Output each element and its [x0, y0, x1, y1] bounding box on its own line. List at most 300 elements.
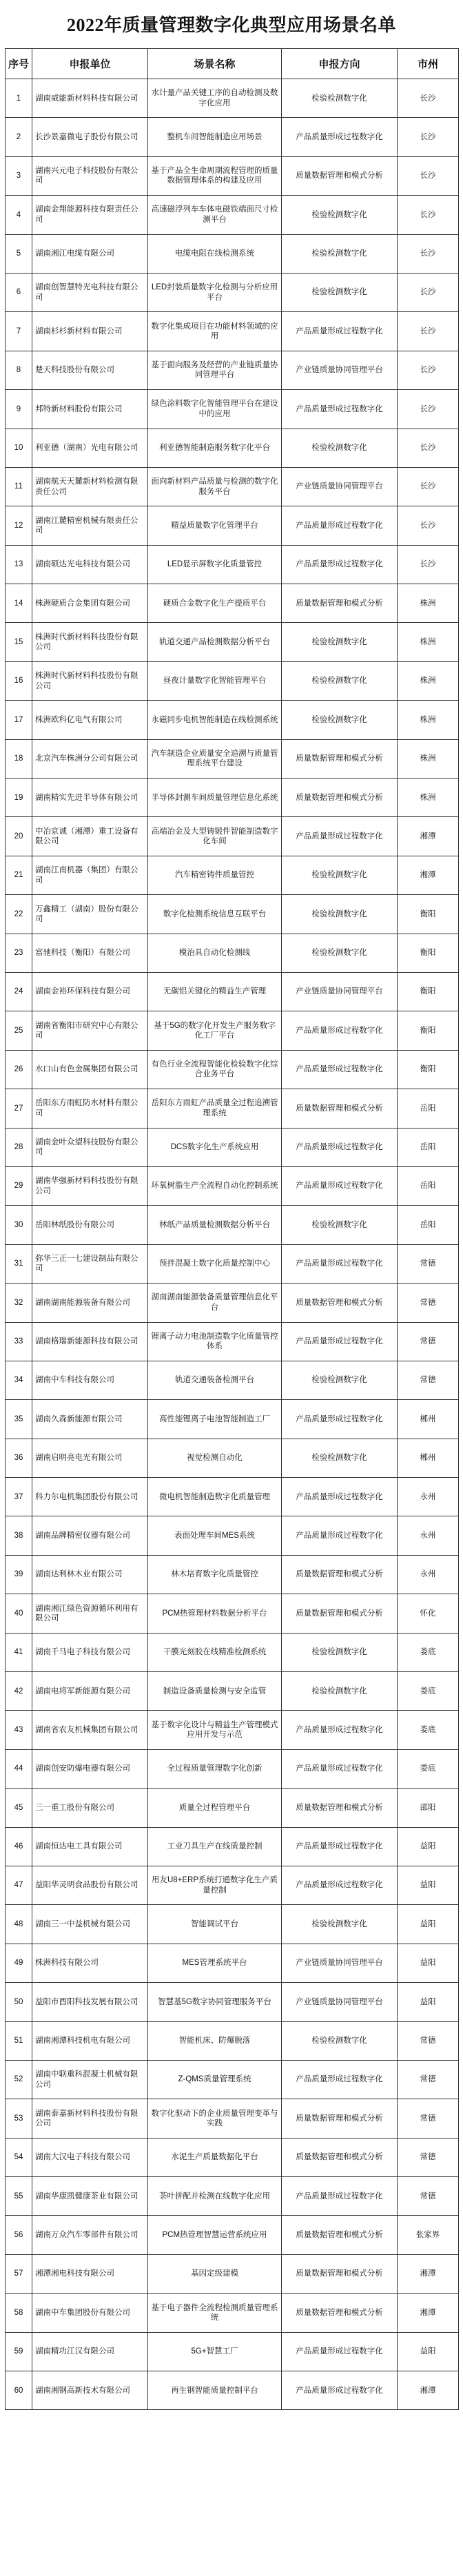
cell-no: 41	[6, 1633, 32, 1671]
cell-no: 44	[6, 1749, 32, 1788]
cell-no: 36	[6, 1439, 32, 1477]
table-row	[6, 739, 459, 778]
table-row	[6, 2138, 459, 2176]
cell-direction: 检验检测数字化	[282, 429, 398, 467]
cell-scene: 锂离子动力电池制造数字化质量管控体系	[148, 1322, 282, 1361]
cell-unit: 株洲时代新材料科技股份有限公司	[32, 623, 148, 661]
cell-city: 娄底	[398, 1672, 459, 1711]
cell-direction: 产业链质量协同管理平台	[282, 1983, 398, 2021]
table-row	[6, 1206, 459, 1244]
cell-no: 20	[6, 817, 32, 856]
cell-city: 衡阳	[398, 934, 459, 972]
cell-city: 湘潭	[398, 2254, 459, 2293]
cell-unit: 湖南杉杉新材料有限公司	[32, 312, 148, 351]
cell-city: 长沙	[398, 196, 459, 234]
cell-city: 岳阳	[398, 1206, 459, 1244]
cell-unit: 湖南千马电子科技有限公司	[32, 1633, 148, 1671]
table-row	[6, 273, 459, 311]
table-row	[6, 156, 459, 195]
cell-no: 10	[6, 429, 32, 467]
cell-unit: 湖南精实先进半导体有限公司	[32, 779, 148, 817]
cell-city: 株洲	[398, 623, 459, 661]
cell-scene: 利亚德智能制造服务数字化平台	[148, 429, 282, 467]
cell-direction: 质量数据管理和模式分析	[282, 779, 398, 817]
cell-unit: 三一重工股份有限公司	[32, 1789, 148, 1827]
cell-direction: 检验检测数字化	[282, 1633, 398, 1671]
cell-scene: 永磁同步电机智能制造在线检测系统	[148, 701, 282, 739]
cell-direction: 检验检测数字化	[282, 934, 398, 972]
cell-city: 岳阳	[398, 1166, 459, 1205]
cell-unit: 株洲硬质合金集团有限公司	[32, 584, 148, 623]
cell-direction: 检验检测数字化	[282, 1439, 398, 1477]
cell-unit: 万鑫精工（湖南）股份有限公司	[32, 895, 148, 934]
cell-direction: 检验检测数字化	[282, 234, 398, 273]
table-row	[6, 467, 459, 506]
cell-scene: 基于数字化设计与精益生产管理模式应用开发与示范	[148, 1711, 282, 1749]
cell-city: 永州	[398, 1555, 459, 1594]
cell-city: 益阳	[398, 2332, 459, 2371]
cell-unit: 湖南威能新材料科技有限公司	[32, 79, 148, 118]
cell-direction: 产品质量形成过程数字化	[282, 2371, 398, 2410]
cell-city: 长沙	[398, 312, 459, 351]
cell-unit: 北京汽车株洲分公司有限公司	[32, 739, 148, 778]
cell-city: 娄底	[398, 1711, 459, 1749]
cell-no: 38	[6, 1516, 32, 1555]
cell-unit: 湖南金裕环保科技有限公司	[32, 972, 148, 1011]
cell-no: 40	[6, 1594, 32, 1633]
cell-city: 株洲	[398, 584, 459, 623]
cell-direction: 质量数据管理和模式分析	[282, 2099, 398, 2138]
cell-direction: 产品质量形成过程数字化	[282, 1478, 398, 1516]
cell-direction: 产品质量形成过程数字化	[282, 1400, 398, 1439]
cell-scene: 5G+智慧工厂	[148, 2332, 282, 2371]
cell-no: 22	[6, 895, 32, 934]
cell-city: 郴州	[398, 1400, 459, 1439]
cell-city: 娄底	[398, 1633, 459, 1671]
cell-scene: DCS数字化生产系统应用	[148, 1128, 282, 1166]
cell-scene: 质量全过程管理平台	[148, 1789, 282, 1827]
table-row	[6, 312, 459, 351]
cell-no: 19	[6, 779, 32, 817]
cell-unit: 长沙景嘉微电子股份有限公司	[32, 118, 148, 156]
cell-unit: 湖南恒达电工具有限公司	[32, 1827, 148, 1866]
table-row	[6, 1672, 459, 1711]
cell-unit: 水口山有色金属集团有限公司	[32, 1050, 148, 1089]
cell-unit: 湖南中联重科混凝土机械有限公司	[32, 2060, 148, 2099]
cell-city: 衡阳	[398, 895, 459, 934]
cell-unit: 楚天科技股份有限公司	[32, 351, 148, 389]
cell-city: 娄底	[398, 1749, 459, 1788]
cell-scene: 轨道交通产品检测数据分析平台	[148, 623, 282, 661]
table-body	[6, 79, 459, 2410]
cell-unit: 湖南品牌精密仪器有限公司	[32, 1516, 148, 1555]
table-row	[6, 79, 459, 118]
cell-scene: 基于面向服务及经营的产业链质量协同管理平台	[148, 351, 282, 389]
cell-scene: 制造设备质量检测与安全监管	[148, 1672, 282, 1711]
cell-scene: 绿色涂料数字化智能管理平台在建设中的应用	[148, 390, 282, 429]
cell-direction: 质量数据管理和模式分析	[282, 584, 398, 623]
cell-no: 32	[6, 1284, 32, 1322]
cell-city: 长沙	[398, 351, 459, 389]
cell-direction: 产品质量形成过程数字化	[282, 118, 398, 156]
table-row	[6, 1166, 459, 1205]
cell-no: 1	[6, 79, 32, 118]
cell-direction: 产品质量形成过程数字化	[282, 2332, 398, 2371]
cell-direction: 质量数据管理和模式分析	[282, 1089, 398, 1128]
cell-no: 39	[6, 1555, 32, 1594]
cell-no: 35	[6, 1400, 32, 1439]
cell-no: 33	[6, 1322, 32, 1361]
cell-scene: 汽车精密铸件质量管控	[148, 856, 282, 894]
cell-direction: 产品质量形成过程数字化	[282, 1011, 398, 1050]
cell-unit: 湖南湘江电缆有限公司	[32, 234, 148, 273]
cell-city: 长沙	[398, 273, 459, 311]
cell-no: 56	[6, 2216, 32, 2254]
cell-direction: 质量数据管理和模式分析	[282, 1594, 398, 1633]
cell-unit: 湖南湘钢高新技术有限公司	[32, 2371, 148, 2410]
cell-scene: 林纸产品质量检测数据分析平台	[148, 1206, 282, 1244]
cell-unit: 湖南中车集团股份有限公司	[32, 2294, 148, 2332]
table-header-row	[6, 49, 459, 79]
cell-no: 55	[6, 2177, 32, 2216]
cell-city: 益阳	[398, 1905, 459, 1944]
table-row	[6, 1011, 459, 1050]
cell-city: 长沙	[398, 506, 459, 545]
cell-direction: 产业链质量协同管理平台	[282, 351, 398, 389]
cell-no: 13	[6, 545, 32, 584]
cell-unit: 湖南创安防爆电器有限公司	[32, 1749, 148, 1788]
cell-scene: 林木培育数字化质量管控	[148, 1555, 282, 1594]
cell-unit: 弥华三正一七建设制品有限公司	[32, 1244, 148, 1283]
cell-direction: 质量数据管理和模式分析	[282, 1284, 398, 1322]
header-no: 序号	[6, 49, 32, 79]
cell-no: 11	[6, 467, 32, 506]
table-row	[6, 1827, 459, 1866]
cell-city: 常德	[398, 2060, 459, 2099]
table-row	[6, 2060, 459, 2099]
cell-scene: 基于5G的数字化开发生产服务数字化工厂平台	[148, 1011, 282, 1050]
cell-no: 21	[6, 856, 32, 894]
cell-direction: 产品质量形成过程数字化	[282, 1322, 398, 1361]
cell-no: 5	[6, 234, 32, 273]
cell-no: 59	[6, 2332, 32, 2371]
cell-no: 45	[6, 1789, 32, 1827]
cell-scene: 视觉检测自动化	[148, 1439, 282, 1477]
cell-scene: 轨道交通装备检测平台	[148, 1361, 282, 1399]
cell-scene: 数字化驱动下的企业质量管理变革与实践	[148, 2099, 282, 2138]
cell-direction: 产业链质量协同管理平台	[282, 972, 398, 1011]
cell-direction: 质量数据管理和模式分析	[282, 2294, 398, 2332]
cell-unit: 益阳华灵明食品股份有限公司	[32, 1866, 148, 1904]
cell-no: 27	[6, 1089, 32, 1128]
cell-no: 26	[6, 1050, 32, 1089]
cell-scene: 岳阳东方雨虹产品质量全过程追溯管理系统	[148, 1089, 282, 1128]
cell-scene: 基于产品全生命周期流程管理的质量数据管理体系的构建及应用	[148, 156, 282, 195]
cell-no: 42	[6, 1672, 32, 1711]
cell-city: 长沙	[398, 234, 459, 273]
cell-direction: 产品质量形成过程数字化	[282, 1866, 398, 1904]
cell-no: 53	[6, 2099, 32, 2138]
cell-city: 长沙	[398, 545, 459, 584]
table-row	[6, 390, 459, 429]
table-row	[6, 2332, 459, 2371]
cell-no: 14	[6, 584, 32, 623]
cell-city: 益阳	[398, 1983, 459, 2021]
cell-scene: 环氧树脂生产全流程自动化控制系统	[148, 1166, 282, 1205]
cell-no: 51	[6, 2021, 32, 2060]
cell-city: 株洲	[398, 701, 459, 739]
table-row	[6, 1866, 459, 1904]
cell-unit: 邦特新材料股份有限公司	[32, 390, 148, 429]
table-row	[6, 545, 459, 584]
cell-scene: 整机车间智能制造应用场景	[148, 118, 282, 156]
cell-no: 6	[6, 273, 32, 311]
cell-unit: 湖南江麓精密机械有限责任公司	[32, 506, 148, 545]
cell-direction: 检验检测数字化	[282, 661, 398, 700]
cell-direction: 产品质量形成过程数字化	[282, 545, 398, 584]
cell-city: 衡阳	[398, 972, 459, 1011]
cell-scene: 电缆电阻在线检测系统	[148, 234, 282, 273]
cell-no: 49	[6, 1944, 32, 1982]
cell-unit: 湖南省农友机械集团有限公司	[32, 1711, 148, 1749]
cell-city: 常德	[398, 2099, 459, 2138]
cell-city: 张家界	[398, 2216, 459, 2254]
cell-no: 52	[6, 2060, 32, 2099]
table-row	[6, 351, 459, 389]
cell-city: 长沙	[398, 156, 459, 195]
cell-scene: 半导体封测车间质量管理信息化系统	[148, 779, 282, 817]
table-row	[6, 1478, 459, 1516]
table-row	[6, 779, 459, 817]
cell-city: 常德	[398, 2021, 459, 2060]
cell-city: 长沙	[398, 429, 459, 467]
cell-unit: 湖南华强新材料科技股份有限公司	[32, 1166, 148, 1205]
table-row	[6, 1128, 459, 1166]
cell-city: 永州	[398, 1478, 459, 1516]
cell-direction: 产品质量形成过程数字化	[282, 1166, 398, 1205]
cell-scene: MES管理系统平台	[148, 1944, 282, 1982]
table-row	[6, 2294, 459, 2332]
cell-city: 湘潭	[398, 856, 459, 894]
cell-scene: 水计量产品关键工序的自动检测及数字化应用	[148, 79, 282, 118]
cell-unit: 湘潭湘电科技有限公司	[32, 2254, 148, 2293]
cell-direction: 检验检测数字化	[282, 701, 398, 739]
cell-scene: 面向新材料产品质量与检测的数字化服务平台	[148, 467, 282, 506]
cell-scene: 基因定级建模	[148, 2254, 282, 2293]
cell-no: 8	[6, 351, 32, 389]
cell-direction: 产品质量形成过程数字化	[282, 506, 398, 545]
table-row	[6, 2371, 459, 2410]
table-row	[6, 856, 459, 894]
cell-unit: 湖南格瑞新能源科技有限公司	[32, 1322, 148, 1361]
cell-city: 郴州	[398, 1439, 459, 1477]
cell-city: 岳阳	[398, 1128, 459, 1166]
cell-direction: 质量数据管理和模式分析	[282, 1555, 398, 1594]
cell-no: 57	[6, 2254, 32, 2293]
cell-scene: 高端冶金及大型铸锻件智能制造数字化车间	[148, 817, 282, 856]
cell-unit: 湖南久森新能源有限公司	[32, 1400, 148, 1439]
table-row	[6, 623, 459, 661]
table-row	[6, 2099, 459, 2138]
table-row	[6, 196, 459, 234]
cell-direction: 产品质量形成过程数字化	[282, 1749, 398, 1788]
cell-unit: 富驰科技（衡阳）有限公司	[32, 934, 148, 972]
table-row	[6, 934, 459, 972]
cell-unit: 益阳市酉阳科技发展有限公司	[32, 1983, 148, 2021]
cell-scene: 表面处理车间MES系统	[148, 1516, 282, 1555]
cell-city: 常德	[398, 2177, 459, 2216]
cell-no: 30	[6, 1206, 32, 1244]
cell-city: 湘潭	[398, 2371, 459, 2410]
cell-unit: 湖南大汉电子科技有限公司	[32, 2138, 148, 2176]
cell-unit: 湖南中车科技有限公司	[32, 1361, 148, 1399]
cell-scene: 智能机床、防爆脱落	[148, 2021, 282, 2060]
table-row	[6, 1789, 459, 1827]
cell-no: 17	[6, 701, 32, 739]
cell-scene: 微电机智能制造数字化质量管理	[148, 1478, 282, 1516]
cell-direction: 产品质量形成过程数字化	[282, 1711, 398, 1749]
cell-direction: 产品质量形成过程数字化	[282, 1050, 398, 1089]
cell-direction: 产品质量形成过程数字化	[282, 1516, 398, 1555]
table-row	[6, 2021, 459, 2060]
cell-no: 47	[6, 1866, 32, 1904]
cell-unit: 株洲欧科亿电气有限公司	[32, 701, 148, 739]
cell-unit: 岳阳林纸股份有限公司	[32, 1206, 148, 1244]
cell-city: 长沙	[398, 118, 459, 156]
cell-unit: 湖南泰嘉新材料科技股份有限公司	[32, 2099, 148, 2138]
cell-direction: 产业链质量协同管理平台	[282, 467, 398, 506]
cell-city: 益阳	[398, 1944, 459, 1982]
cell-unit: 湖南兴元电子科技股份有限公司	[32, 156, 148, 195]
table-row	[6, 1516, 459, 1555]
table-row	[6, 1711, 459, 1749]
cell-scene: 水泥生产质量数据化平台	[148, 2138, 282, 2176]
cell-direction: 检验检测数字化	[282, 273, 398, 311]
table-row	[6, 1594, 459, 1633]
cell-direction: 质量数据管理和模式分析	[282, 2216, 398, 2254]
cell-no: 16	[6, 661, 32, 700]
cell-city: 益阳	[398, 1866, 459, 1904]
cell-direction: 检验检测数字化	[282, 895, 398, 934]
cell-scene: 硬质合金数字化生产提质平台	[148, 584, 282, 623]
cell-scene: 有色行业全流程智能化检验数字化综合业务平台	[148, 1050, 282, 1089]
cell-no: 4	[6, 196, 32, 234]
table-row	[6, 1749, 459, 1788]
table-row	[6, 1322, 459, 1361]
table-row	[6, 1944, 459, 1982]
table-row	[6, 1050, 459, 1089]
cell-direction: 产品质量形成过程数字化	[282, 817, 398, 856]
cell-scene: 汽车制造企业质量安全追溯与质量管理系统平台建设	[148, 739, 282, 778]
cell-direction: 质量数据管理和模式分析	[282, 739, 398, 778]
table-row	[6, 1555, 459, 1594]
cell-no: 2	[6, 118, 32, 156]
cell-scene: 基于电子器件全流程检测质量管理系统	[148, 2294, 282, 2332]
cell-scene: 再生钢智能质量控制平台	[148, 2371, 282, 2410]
cell-no: 34	[6, 1361, 32, 1399]
cell-no: 25	[6, 1011, 32, 1050]
table-row	[6, 1439, 459, 1477]
cell-direction: 质量数据管理和模式分析	[282, 2138, 398, 2176]
cell-no: 12	[6, 506, 32, 545]
cell-no: 58	[6, 2294, 32, 2332]
cell-scene: Z-QMS质量管理系统	[148, 2060, 282, 2099]
cell-unit: 湖南省衡阳市研究中心有限公司	[32, 1011, 148, 1050]
cell-direction: 产品质量形成过程数字化	[282, 312, 398, 351]
cell-direction: 产品质量形成过程数字化	[282, 2060, 398, 2099]
cell-no: 60	[6, 2371, 32, 2410]
cell-direction: 检验检测数字化	[282, 856, 398, 894]
cell-city: 永州	[398, 1516, 459, 1555]
cell-unit: 株洲时代新材料科技股份有限公司	[32, 661, 148, 700]
cell-no: 15	[6, 623, 32, 661]
cell-scene: PCM热管理智慧运营系统应用	[148, 2216, 282, 2254]
cell-direction: 产业链质量协同管理平台	[282, 1944, 398, 1982]
cell-city: 长沙	[398, 467, 459, 506]
cell-city: 长沙	[398, 79, 459, 118]
cell-no: 24	[6, 972, 32, 1011]
table-row	[6, 118, 459, 156]
cell-scene: 无碳铝关键化的精益生产管理	[148, 972, 282, 1011]
cell-city: 株洲	[398, 661, 459, 700]
table-row	[6, 2177, 459, 2216]
cell-direction: 检验检测数字化	[282, 1672, 398, 1711]
cell-city: 常德	[398, 1244, 459, 1283]
cell-direction: 产品质量形成过程数字化	[282, 1827, 398, 1866]
table-row	[6, 1983, 459, 2021]
cell-unit: 湖南电将军新能源有限公司	[32, 1672, 148, 1711]
cell-city: 衡阳	[398, 1011, 459, 1050]
cell-direction: 检验检测数字化	[282, 1905, 398, 1944]
cell-unit: 湖南江南机器（集团）有限公司	[32, 856, 148, 894]
cell-unit: 湖南启明亮电光有限公司	[32, 1439, 148, 1477]
cell-scene: 用友U8+ERP系统打通数字化生产质量控制	[148, 1866, 282, 1904]
cell-unit: 湖南硕达光电科技有限公司	[32, 545, 148, 584]
cell-scene: 高性能锂离子电池智能制造工厂	[148, 1400, 282, 1439]
cell-scene: 干膜光刻胶在线精准检测系统	[148, 1633, 282, 1671]
cell-scene: 精益质量数字化管理平台	[148, 506, 282, 545]
header-unit: 申报单位	[32, 49, 148, 79]
cell-no: 46	[6, 1827, 32, 1866]
page-title: 2022年质量管理数字化典型应用场景名单	[66, 15, 396, 35]
cell-unit: 湖南创智慧特光电科技有限公司	[32, 273, 148, 311]
cell-city: 株洲	[398, 739, 459, 778]
cell-direction: 检验检测数字化	[282, 1206, 398, 1244]
table-row	[6, 234, 459, 273]
cell-unit: 岳阳东方雨虹防水材料有限公司	[32, 1089, 148, 1128]
cell-direction: 质量数据管理和模式分析	[282, 2254, 398, 2293]
cell-city: 常德	[398, 1361, 459, 1399]
cell-scene: PCM热管理材料数据分析平台	[148, 1594, 282, 1633]
cell-unit: 湖南达利林木业有限公司	[32, 1555, 148, 1594]
cell-no: 23	[6, 934, 32, 972]
cell-scene: LED显示屏数字化质量管控	[148, 545, 282, 584]
cell-no: 31	[6, 1244, 32, 1283]
cell-direction: 质量数据管理和模式分析	[282, 156, 398, 195]
table-row	[6, 661, 459, 700]
cell-unit: 湖南湘潭科技机电有限公司	[32, 2021, 148, 2060]
header-scene: 场景名称	[148, 49, 282, 79]
table-row	[6, 1905, 459, 1944]
cell-unit: 利亚德（湖南）光电有限公司	[32, 429, 148, 467]
cell-unit: 湖南湖南能源装备有限公司	[32, 1284, 148, 1322]
table-row	[6, 701, 459, 739]
cell-unit: 湖南湘江绿色资源循环利用有限公司	[32, 1594, 148, 1633]
cell-no: 3	[6, 156, 32, 195]
cell-unit: 科力尔电机集团股份有限公司	[32, 1478, 148, 1516]
cell-unit: 湖南华康凯健康茶业有限公司	[32, 2177, 148, 2216]
cell-direction: 产品质量形成过程数字化	[282, 1128, 398, 1166]
